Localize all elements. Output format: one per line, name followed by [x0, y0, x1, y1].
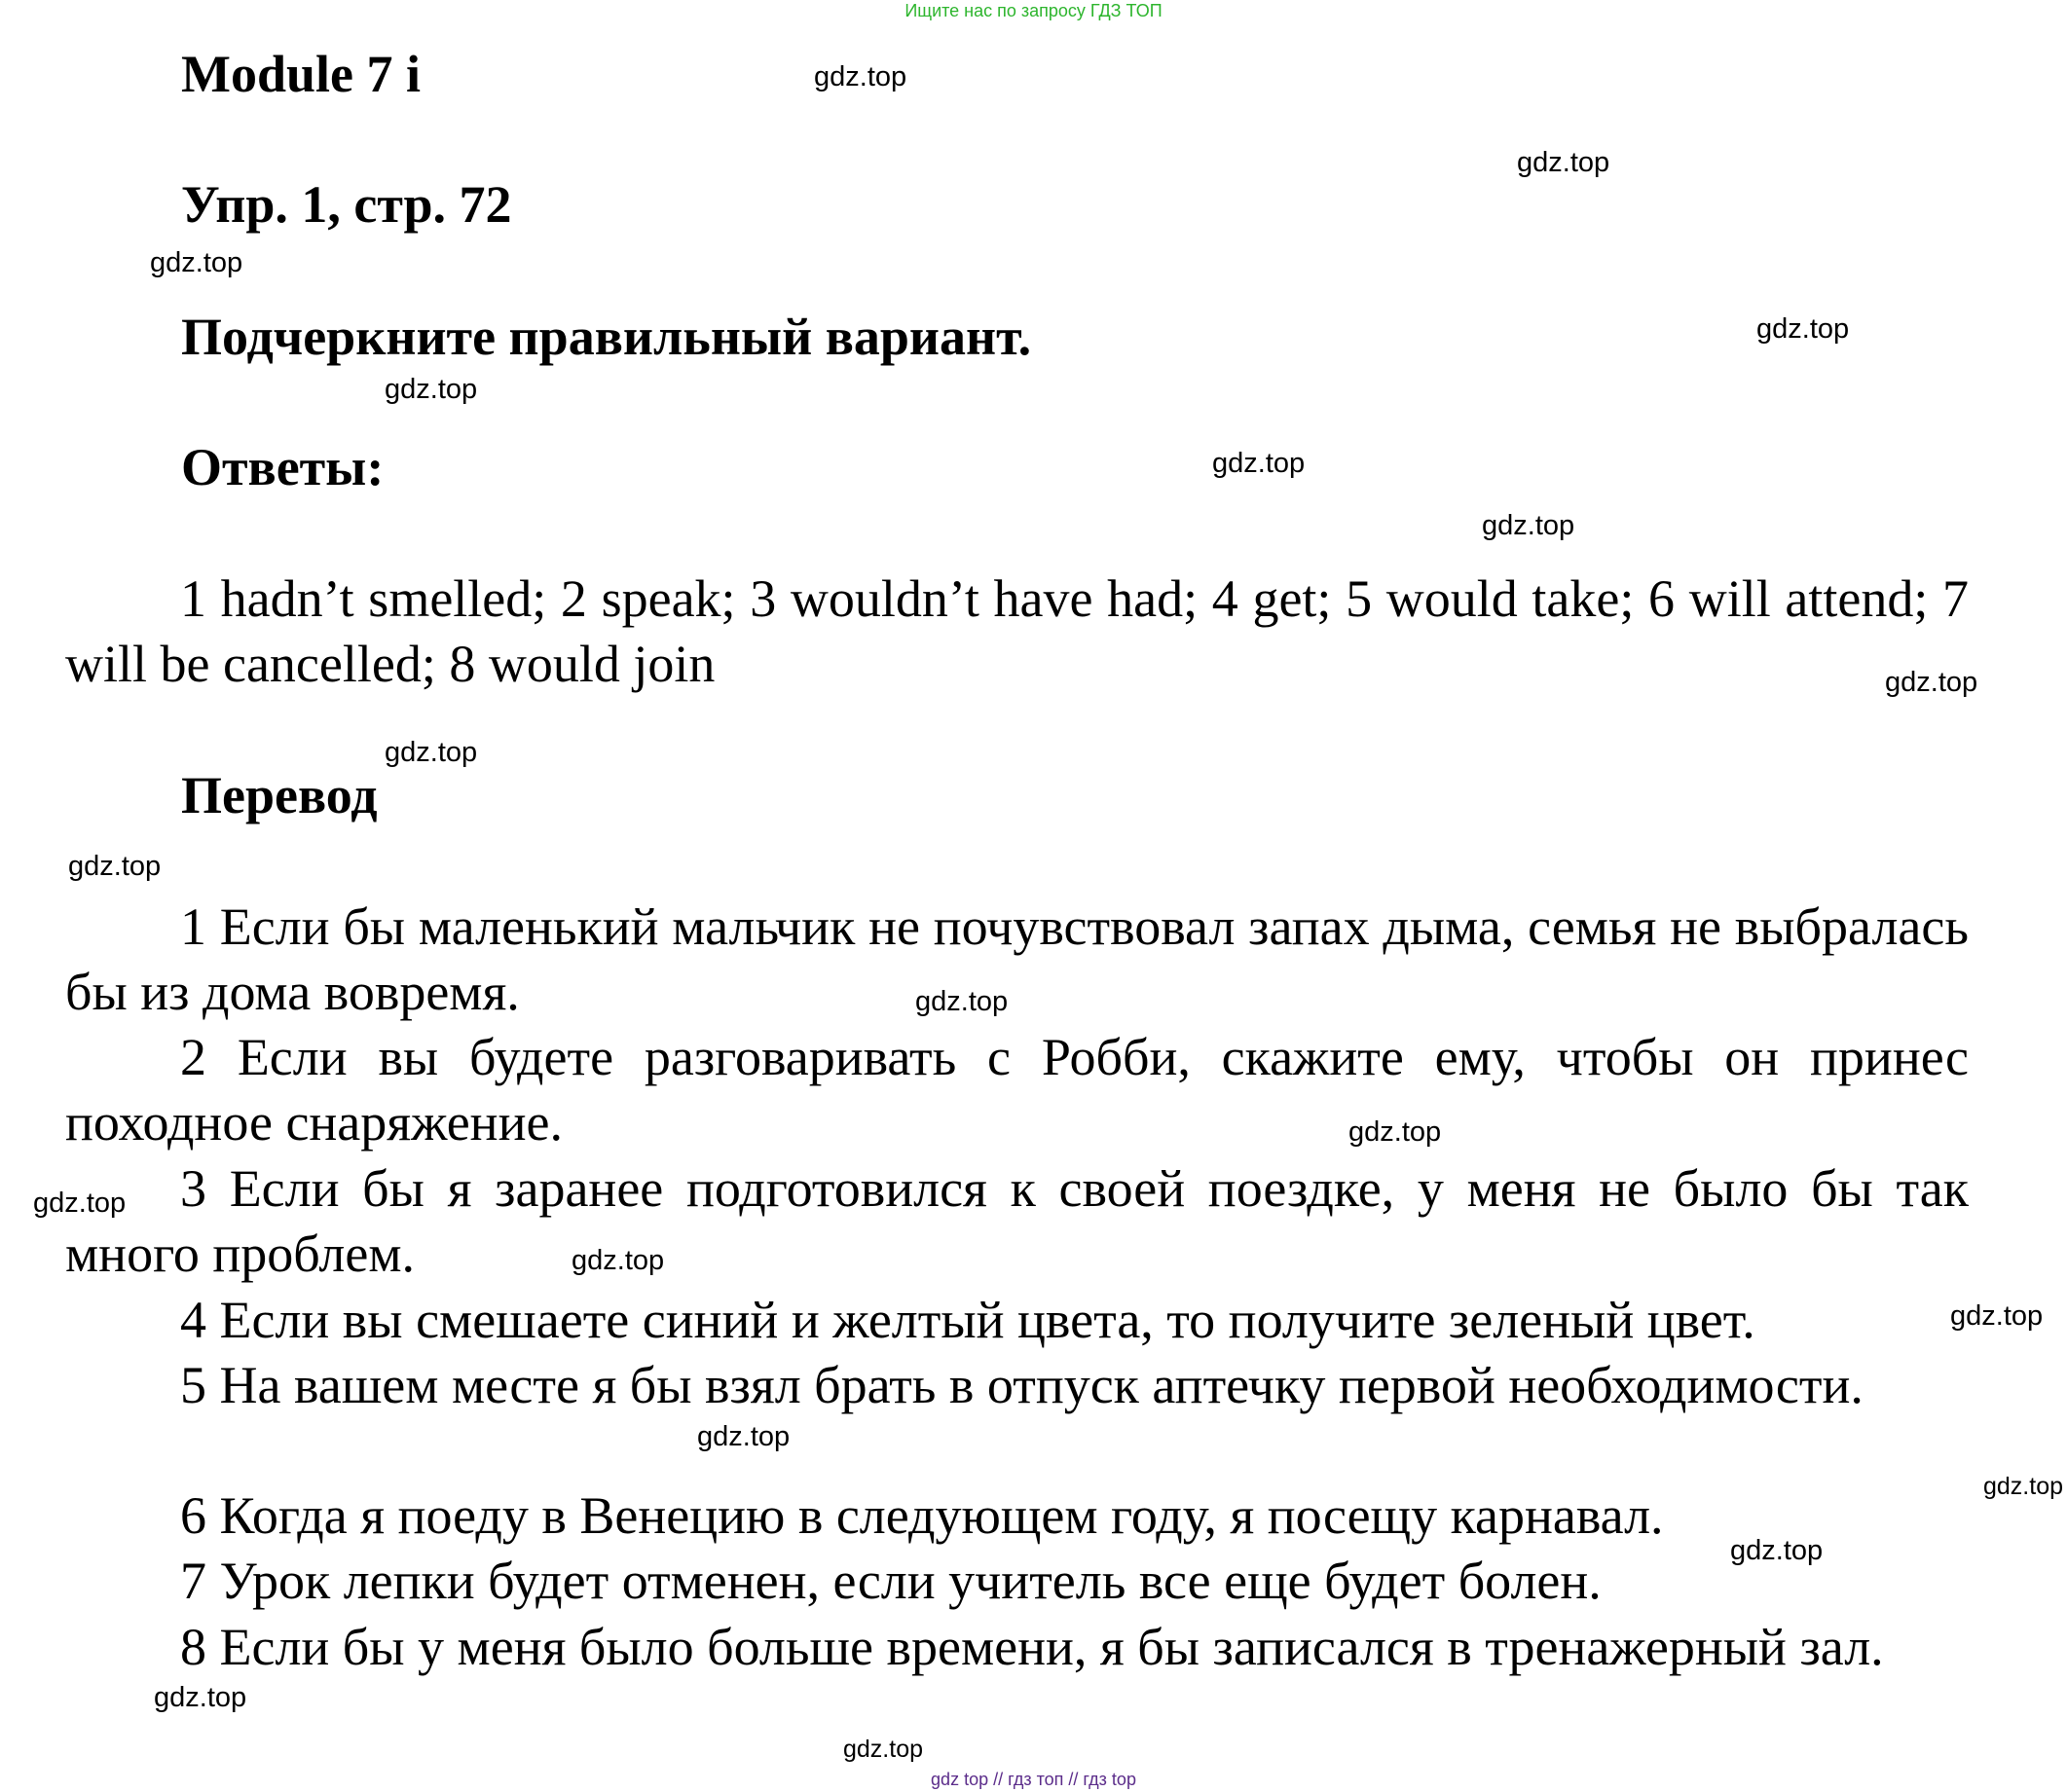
watermark: gdz.top: [150, 247, 243, 278]
watermark: gdz.top: [33, 1188, 127, 1219]
bottom-site-note: gdz top // гдз топ // гдз top: [931, 1770, 1136, 1789]
answers-heading: Ответы:: [181, 438, 385, 496]
translation-item-8: 8 Если бы у меня было больше времени, я бы записался в тренажерный зал.: [180, 1618, 1884, 1676]
watermark: gdz.top: [1482, 510, 1575, 541]
watermark: gdz.top: [1348, 1116, 1442, 1148]
watermark: gdz.top: [1885, 667, 1978, 698]
top-search-note: Ищите нас по запросу ГДЗ ТОП: [904, 1, 1163, 20]
watermark: gdz.top: [843, 1736, 924, 1763]
watermark: gdz.top: [1756, 313, 1850, 345]
watermark: gdz.top: [385, 737, 478, 768]
translation-item-5: 5 На вашем месте я бы взял брать в отпуск аптечку первой необходимости.: [180, 1356, 1864, 1414]
watermark: gdz.top: [385, 374, 478, 405]
watermark: gdz.top: [1212, 448, 1306, 479]
watermark: gdz.top: [1950, 1300, 2044, 1332]
watermark: gdz.top: [68, 851, 162, 882]
watermark: gdz.top: [915, 986, 1009, 1017]
module-title: Module 7 i: [181, 45, 422, 103]
translation-item-1: 1 Если бы маленький мальчик не почувствовал запах дыма, семья не выбралась бы из дома вовремя.: [65, 897, 1969, 1021]
watermark: gdz.top: [1517, 147, 1610, 178]
translation-item-6: 6 Когда я поеду в Венецию в следующем году, я посещу карнавал.: [180, 1486, 1664, 1545]
translation-item-7: 7 Урок лепки будет отменен, если учитель все еще будет болен.: [180, 1552, 1602, 1610]
watermark: gdz.top: [814, 61, 907, 92]
translation-item-4: 4 Если вы смешаете синий и желтый цвета, то получите зеленый цвет.: [180, 1291, 1755, 1349]
watermark: gdz.top: [1983, 1473, 2064, 1500]
translation-item-2: 2 Если вы будете разговаривать с Робби, скажите ему, чтобы он принес походное снаряжение.: [65, 1028, 1969, 1152]
answers-paragraph: 1 hadn’t smelled; 2 speak; 3 wouldn’t have had; 4 get; 5 would take; 6 will attend; 7 will be cancelled; 8 would join: [65, 569, 1969, 693]
watermark: gdz.top: [697, 1421, 791, 1452]
translation-heading: Перевод: [181, 766, 378, 824]
exercise-reference: Упр. 1, стр. 72: [181, 175, 512, 234]
task-instruction: Подчеркните правильный вариант.: [181, 308, 1032, 366]
watermark: gdz.top: [572, 1245, 665, 1276]
watermark: gdz.top: [154, 1682, 247, 1713]
watermark: gdz.top: [1730, 1535, 1824, 1566]
translation-item-3: 3 Если бы я заранее подготовился к своей поездке, у меня не было бы так много проблем.: [65, 1159, 1969, 1283]
